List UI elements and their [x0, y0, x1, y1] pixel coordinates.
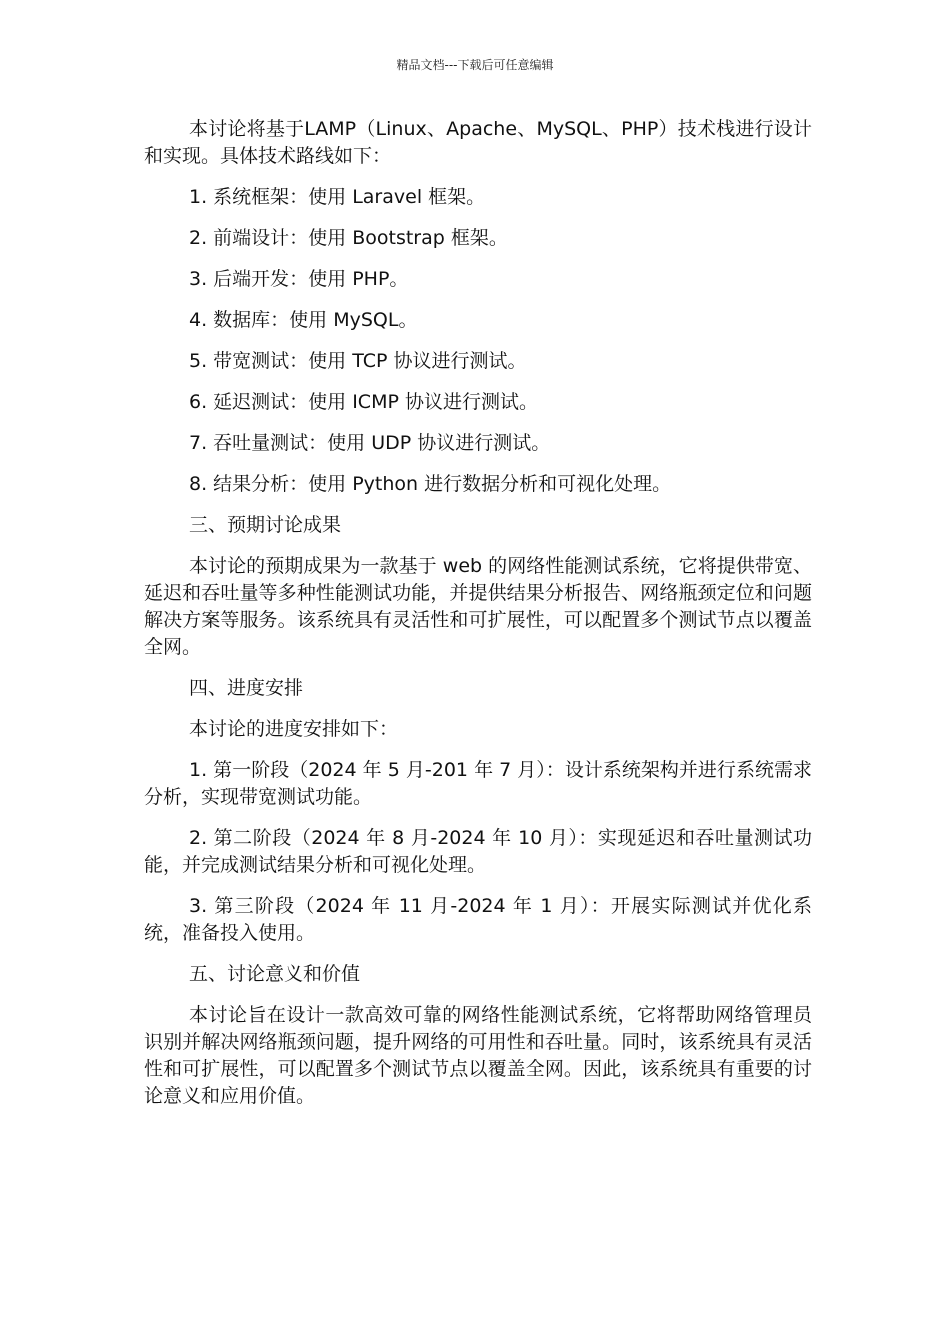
list-item: 1. 系统框架：使用 Laravel 框架。 [189, 186, 486, 208]
significance-paragraph: 本讨论旨在设计一款高效可靠的网络性能测试系统，它将帮助网络管理员识别并解决网络瓶颈问题，提升网络的可用性和吞吐量。同时，该系统具有灵活性和可扩展性，可以配置多个测试节点以覆盖全网。因此，该系统具有重要的讨论意义和应用价值。 [144, 1004, 812, 1107]
list-item: 8. 结果分析：使用 Python 进行数据分析和可视化处理。 [189, 473, 672, 495]
page-header: 精品文档---下载后可任意编辑 [396, 58, 554, 72]
list-item: 6. 延迟测试：使用 ICMP 协议进行测试。 [189, 391, 538, 413]
section-heading-significance: 五、讨论意义和价值 [189, 963, 361, 985]
list-item: 2. 前端设计：使用 Bootstrap 框架。 [189, 227, 508, 249]
section-heading-expected-results: 三、预期讨论成果 [189, 514, 342, 536]
list-item: 7. 吞吐量测试：使用 UDP 协议进行测试。 [189, 432, 551, 454]
intro-paragraph: 本讨论将基于LAMP（Linux、Apache、MySQL、PHP）技术栈进行设计和实现。具体技术路线如下： [144, 118, 812, 167]
list-item: 4. 数据库：使用 MySQL。 [189, 309, 418, 331]
document-body [144, 116, 812, 1124]
schedule-stage: 3. 第三阶段（2024 年 11 月-2024 年 1 月）：开展实际测试并优化系统，准备投入使用。 [144, 895, 812, 944]
schedule-intro-paragraph: 本讨论的进度安排如下： [189, 718, 399, 740]
schedule-stage: 1. 第一阶段（2024 年 5 月-201 年 7 月）：设计系统架构并进行系统需求分析，实现带宽测试功能。 [144, 759, 812, 808]
list-item: 5. 带宽测试：使用 TCP 协议进行测试。 [189, 350, 527, 372]
tech-route-list [144, 184, 812, 498]
list-item: 3. 后端开发：使用 PHP。 [189, 268, 409, 290]
section-heading-schedule: 四、进度安排 [189, 677, 304, 699]
schedule-stage: 2. 第二阶段（2024 年 8 月-2024 年 10 月）：实现延迟和吞吐量测试功能，并完成测试结果分析和可视化处理。 [144, 827, 812, 876]
expected-results-paragraph: 本讨论的预期成果为一款基于 web 的网络性能测试系统，它将提供带宽、延迟和吞吐量等多种性能测试功能，并提供结果分析报告、网络瓶颈定位和问题解决方案等服务。该系统具有灵活性和可扩展性，可以配置多个测试节点以覆盖全网。 [144, 555, 812, 658]
